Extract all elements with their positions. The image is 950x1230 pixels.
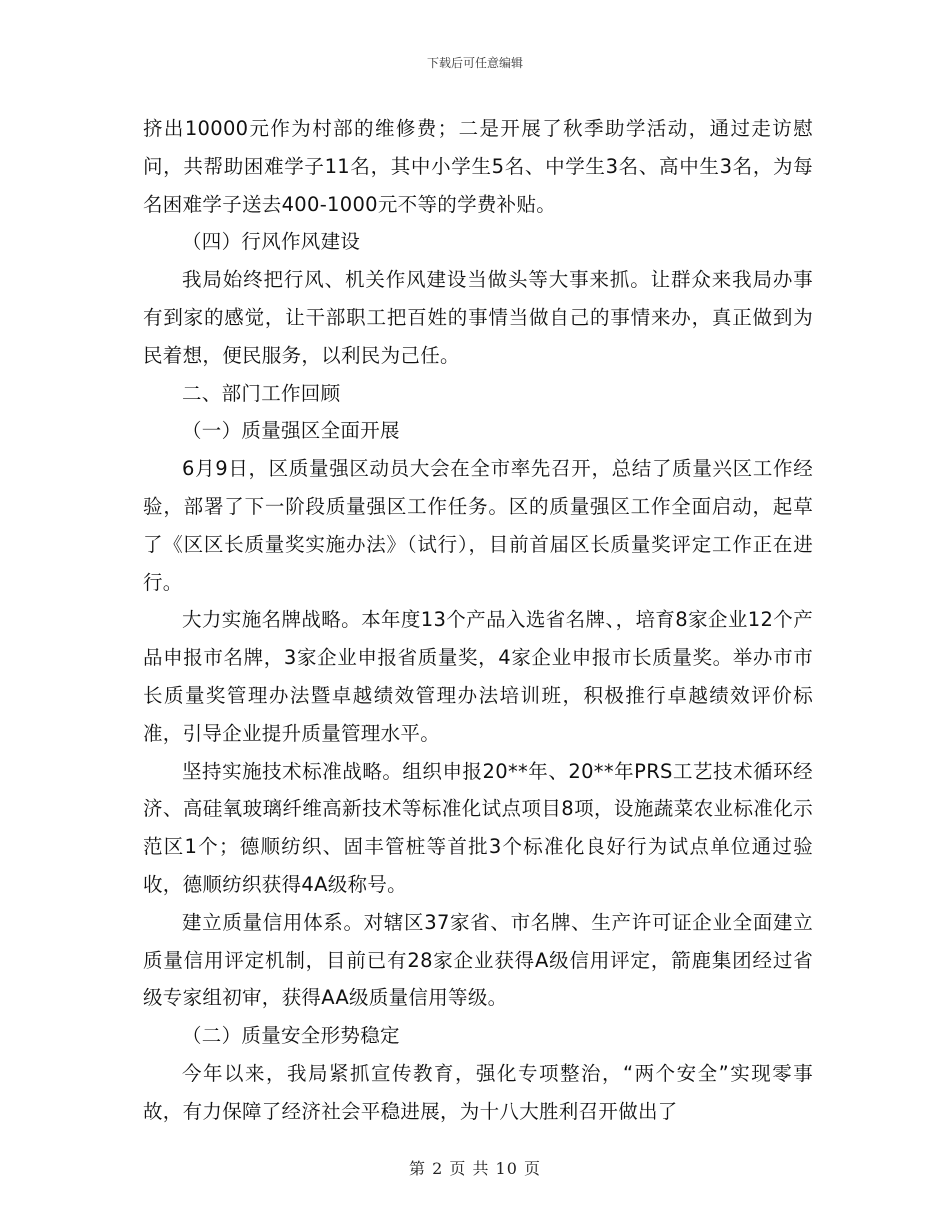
subsection-heading-safety: （二）质量安全形势稳定	[182, 1024, 400, 1048]
paragraph-safety: 今年以来，我局紧抓宣传教育，强化专项整治，“两个安全”实现零事故，有力保障了经济社会平稳进展，为十八大胜利召开做出了	[143, 1061, 813, 1123]
section-heading-conduct: （四）行风作风建设	[182, 230, 361, 254]
paragraph-continuation: 挤出10000元作为村部的维修费；二是开展了秋季助学活动，通过走访慰问，共帮助困难学子11名，其中小学生5名、中学生3名、高中生3名，为每名困难学子送去400-1000元不等的学费补贴。	[143, 117, 813, 216]
page-number: 第 2 页 共 10 页	[409, 1159, 541, 1178]
paragraph-brand-strategy: 大力实施名牌战略。本年度13个产品入选省名牌、，培育8家企业12个产品申报市名牌，3家企业申报省质量奖，4家企业申报市长质量奖。举办市市长质量奖管理办法暨卓越绩效管理办法培训班，积极推行卓越绩效评价标准，引导企业提升质量管理水平。	[143, 608, 813, 745]
paragraph-conduct: 我局始终把行风、机关作风建设当做头等大事来抓。让群众来我局办事有到家的感觉，让干部职工把百姓的事情当做自己的事情来办，真正做到为民着想，便民服务，以利民为己任。	[143, 268, 813, 367]
section-heading-review: 二、部门工作回顾	[182, 381, 341, 405]
header-note: 下载后可任意编辑	[426, 56, 523, 70]
paragraph-standards-strategy: 坚持实施技术标准战略。组织申报20**年、20**年PRS工艺技术循环经济、高硅氧玻璃纤维高新技术等标准化试点项目8项，设施蔬菜农业标准化示范区1个；德顺纺织、固丰管桩等首批3个标准化良好行为试点单位通过验收，德顺纺织获得4A级称号。	[143, 759, 813, 896]
document-body	[143, 110, 813, 1131]
paragraph-credit-system: 建立质量信用体系。对辖区37家省、市名牌、生产许可证企业全面建立质量信用评定机制，目前已有28家企业获得A级信用评定，箭鹿集团经过省级专家组初审，获得AA级质量信用等级。	[143, 910, 813, 1010]
subsection-heading-quality: （一）质量强区全面开展	[182, 419, 400, 443]
paragraph-quality-meeting: 6月9日，区质量强区动员大会在全市率先召开，总结了质量兴区工作经验，部署了下一阶段质量强区工作任务。区的质量强区工作全面启动，起草了《区区长质量奖实施办法》（试行），目前首届区长质量奖评定工作正在进行。	[143, 457, 813, 594]
